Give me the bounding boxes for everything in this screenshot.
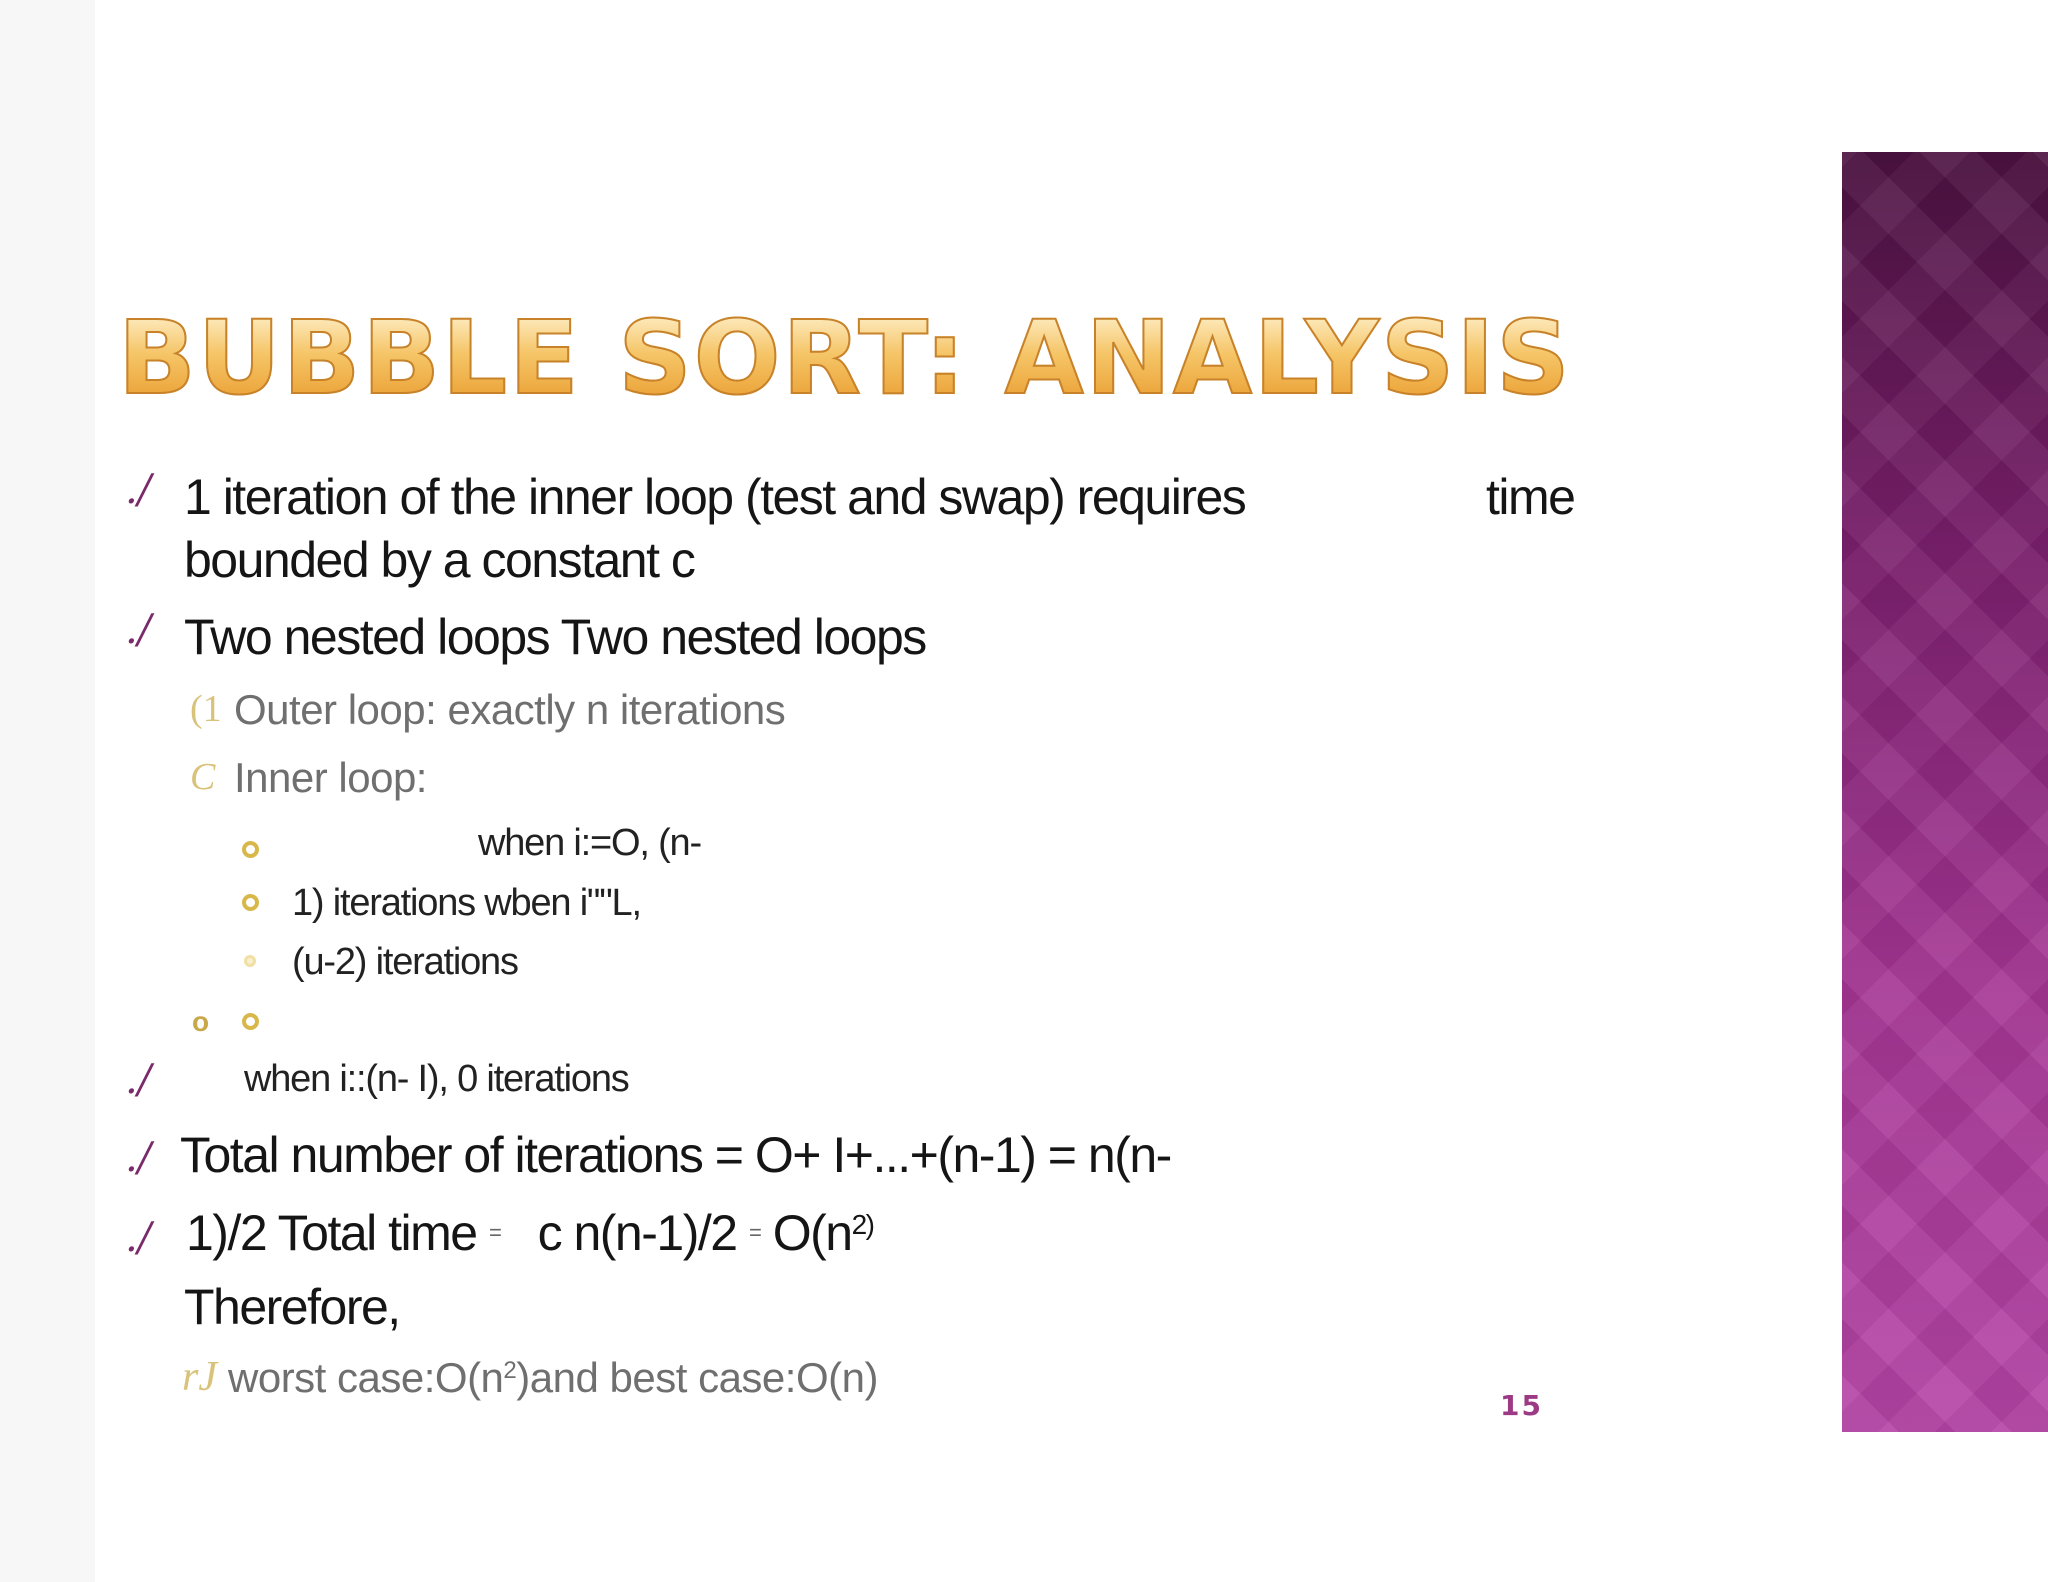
total-time-bigo: O(n (772, 1205, 852, 1261)
inner-when-1-line: 1) iterations wben i""L, (292, 882, 641, 924)
zero-bullet-icon: o (192, 1006, 210, 1037)
inner-when-0-line: when i:=O, (n- (478, 822, 701, 864)
equals-sign: = (489, 1220, 501, 1245)
worst-best-case-line (228, 1354, 878, 1402)
check-bullet-icon: ./ (125, 467, 152, 513)
inner-when-2-line: (u-2) iterations (292, 941, 518, 983)
total-time-exponent: 2 (851, 1209, 866, 1240)
best-case-text: )and best case:O(n) (516, 1354, 878, 1401)
therefore-line: Therefore, (184, 1279, 400, 1335)
circle-bullet-icon (244, 955, 256, 967)
decorative-accent-bar (1842, 152, 2048, 1432)
worst-case-exponent: 2 (503, 1357, 517, 1384)
worst-case-bullet-icon: rJ (182, 1354, 217, 1400)
total-time-label: 1)/2 Total time (186, 1205, 477, 1261)
equals-sign: = (748, 1220, 761, 1245)
circle-bullet-icon (242, 841, 259, 858)
iteration-cost-line-2: bounded by a constant c (184, 532, 695, 588)
total-time-expression: c n(n-1)/2 (537, 1205, 737, 1261)
check-bullet-icon: ./ (125, 1135, 152, 1181)
circle-bullet-icon (242, 894, 259, 911)
slide-title: BUBBLE SORT: ANALYSIS (118, 299, 1572, 418)
page-margin (0, 0, 95, 1582)
worst-case-text: worst case:O(n (228, 1354, 504, 1401)
inner-loop-line: Inner loop: (234, 754, 427, 801)
total-time-close: ) (865, 1209, 874, 1240)
check-bullet-icon: ./ (125, 1215, 152, 1261)
iteration-cost-line-1: 1 iteration of the inner loop (test and swap) requires (184, 469, 1246, 525)
circle-bullet-icon (242, 1013, 259, 1030)
outer-loop-line: Outer loop: exactly n iterations (234, 686, 786, 733)
check-bullet-icon: ./ (125, 607, 152, 653)
outer-loop-bullet-icon: (1 (190, 688, 222, 730)
check-bullet-icon: ./ (125, 1057, 152, 1103)
total-iterations-line: Total number of iterations = O+ I+...+(n-1) = n(n- (180, 1127, 1171, 1183)
page-number: 15 (1500, 1389, 1543, 1422)
inner-when-last-line: when i::(n- I), 0 iterations (244, 1058, 629, 1100)
nested-loops-line: Two nested loops Two nested loops (184, 609, 926, 665)
inner-loop-bullet-icon: C (190, 756, 216, 798)
total-time-line (186, 1204, 873, 1262)
iteration-cost-time: time (1486, 469, 1575, 525)
